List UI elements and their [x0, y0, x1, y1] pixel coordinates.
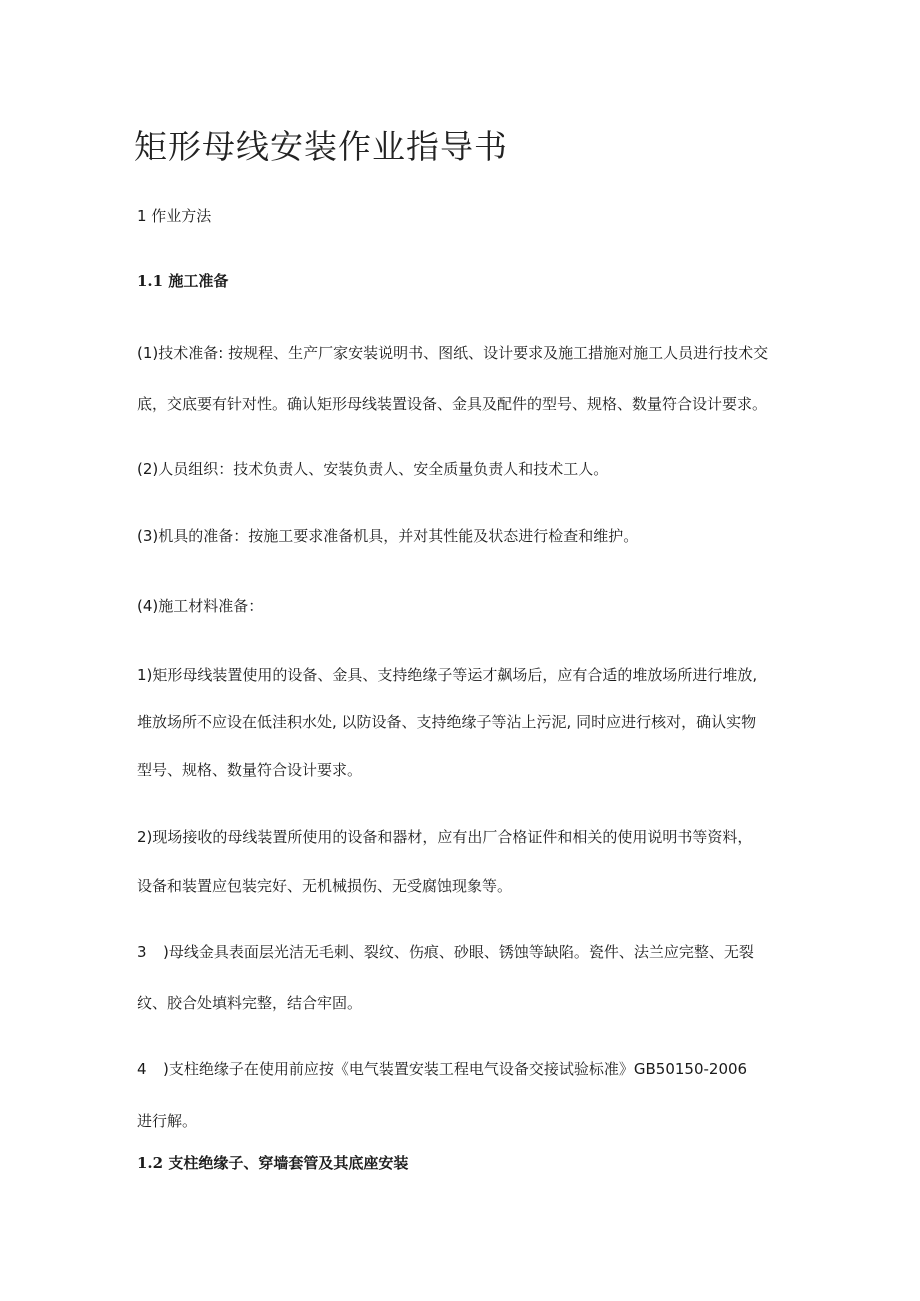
material-item-3-line-1	[137, 942, 754, 962]
material-item-3-text: )母线金具表面层光洁无毛刺、裂纹、伤痕、砂眼、锈蚀等缺陷。瓷件、法兰应完整、无裂	[163, 943, 754, 961]
paragraph-materials-heading: (4)施工材料准备：	[137, 597, 264, 615]
material-item-1-line-3: 型号、规格、数量符合设计要求。	[137, 761, 363, 779]
material-item-4-number: 4	[137, 1060, 147, 1078]
paragraph-technical-prep-line-2: 底，交底要有针对性。确认矩形母线装置设备、金具及配件的型号、规格、数量符合设计要求。	[137, 395, 768, 413]
section-heading-1-2: 1.2 支柱绝缘子、穿墙套管及其底座安装	[137, 1154, 409, 1172]
material-item-3-number: 3	[137, 943, 147, 961]
material-item-1-line-2: 堆放场所不应设在低洼积水处, 以防设备、支持绝缘子等沾上污泥, 同时应进行核对，确认实物	[137, 713, 757, 731]
section-heading-1: 1 作业方法	[137, 207, 212, 225]
material-item-3-line-2: 纹、胶合处填料完整，结合牢固。	[137, 994, 363, 1012]
material-item-4-line-2: 进行解。	[137, 1112, 198, 1130]
material-item-4-text: )支柱绝缘子在使用前应按《电气装置安装工程电气设备交接试验标准》GB50150-2006	[163, 1060, 748, 1078]
paragraph-personnel: (2)人员组织：技术负责人、安装负责人、安全质量负责人和技术工人。	[137, 460, 609, 478]
document-title: 矩形母线安装作业指导书	[134, 127, 508, 166]
material-item-1-line-1: 1)矩形母线装置使用的设备、金具、支持绝缘子等运才飙场后，应有合适的堆放场所进行堆放,	[137, 666, 758, 684]
material-item-4-line-1	[137, 1059, 747, 1079]
paragraph-technical-prep-line-1: (1)技术准备: 按规程、生产厂家安装说明书、图纸、设计要求及施工措施对施工人员进行技术交	[137, 344, 769, 362]
paragraph-equipment: (3)机具的准备：按施工要求准备机具，并对其性能及状态进行检查和维护。	[137, 527, 639, 545]
section-heading-1-1: 1.1 施工准备	[137, 272, 229, 290]
material-item-2-line-1: 2)现场接收的母线装置所使用的设备和器材，应有出厂合格证件和相关的使用说明书等资料，	[137, 828, 753, 846]
material-item-2-line-2: 设备和装置应包装完好、无机械损伤、无受腐蚀现象等。	[137, 877, 513, 895]
